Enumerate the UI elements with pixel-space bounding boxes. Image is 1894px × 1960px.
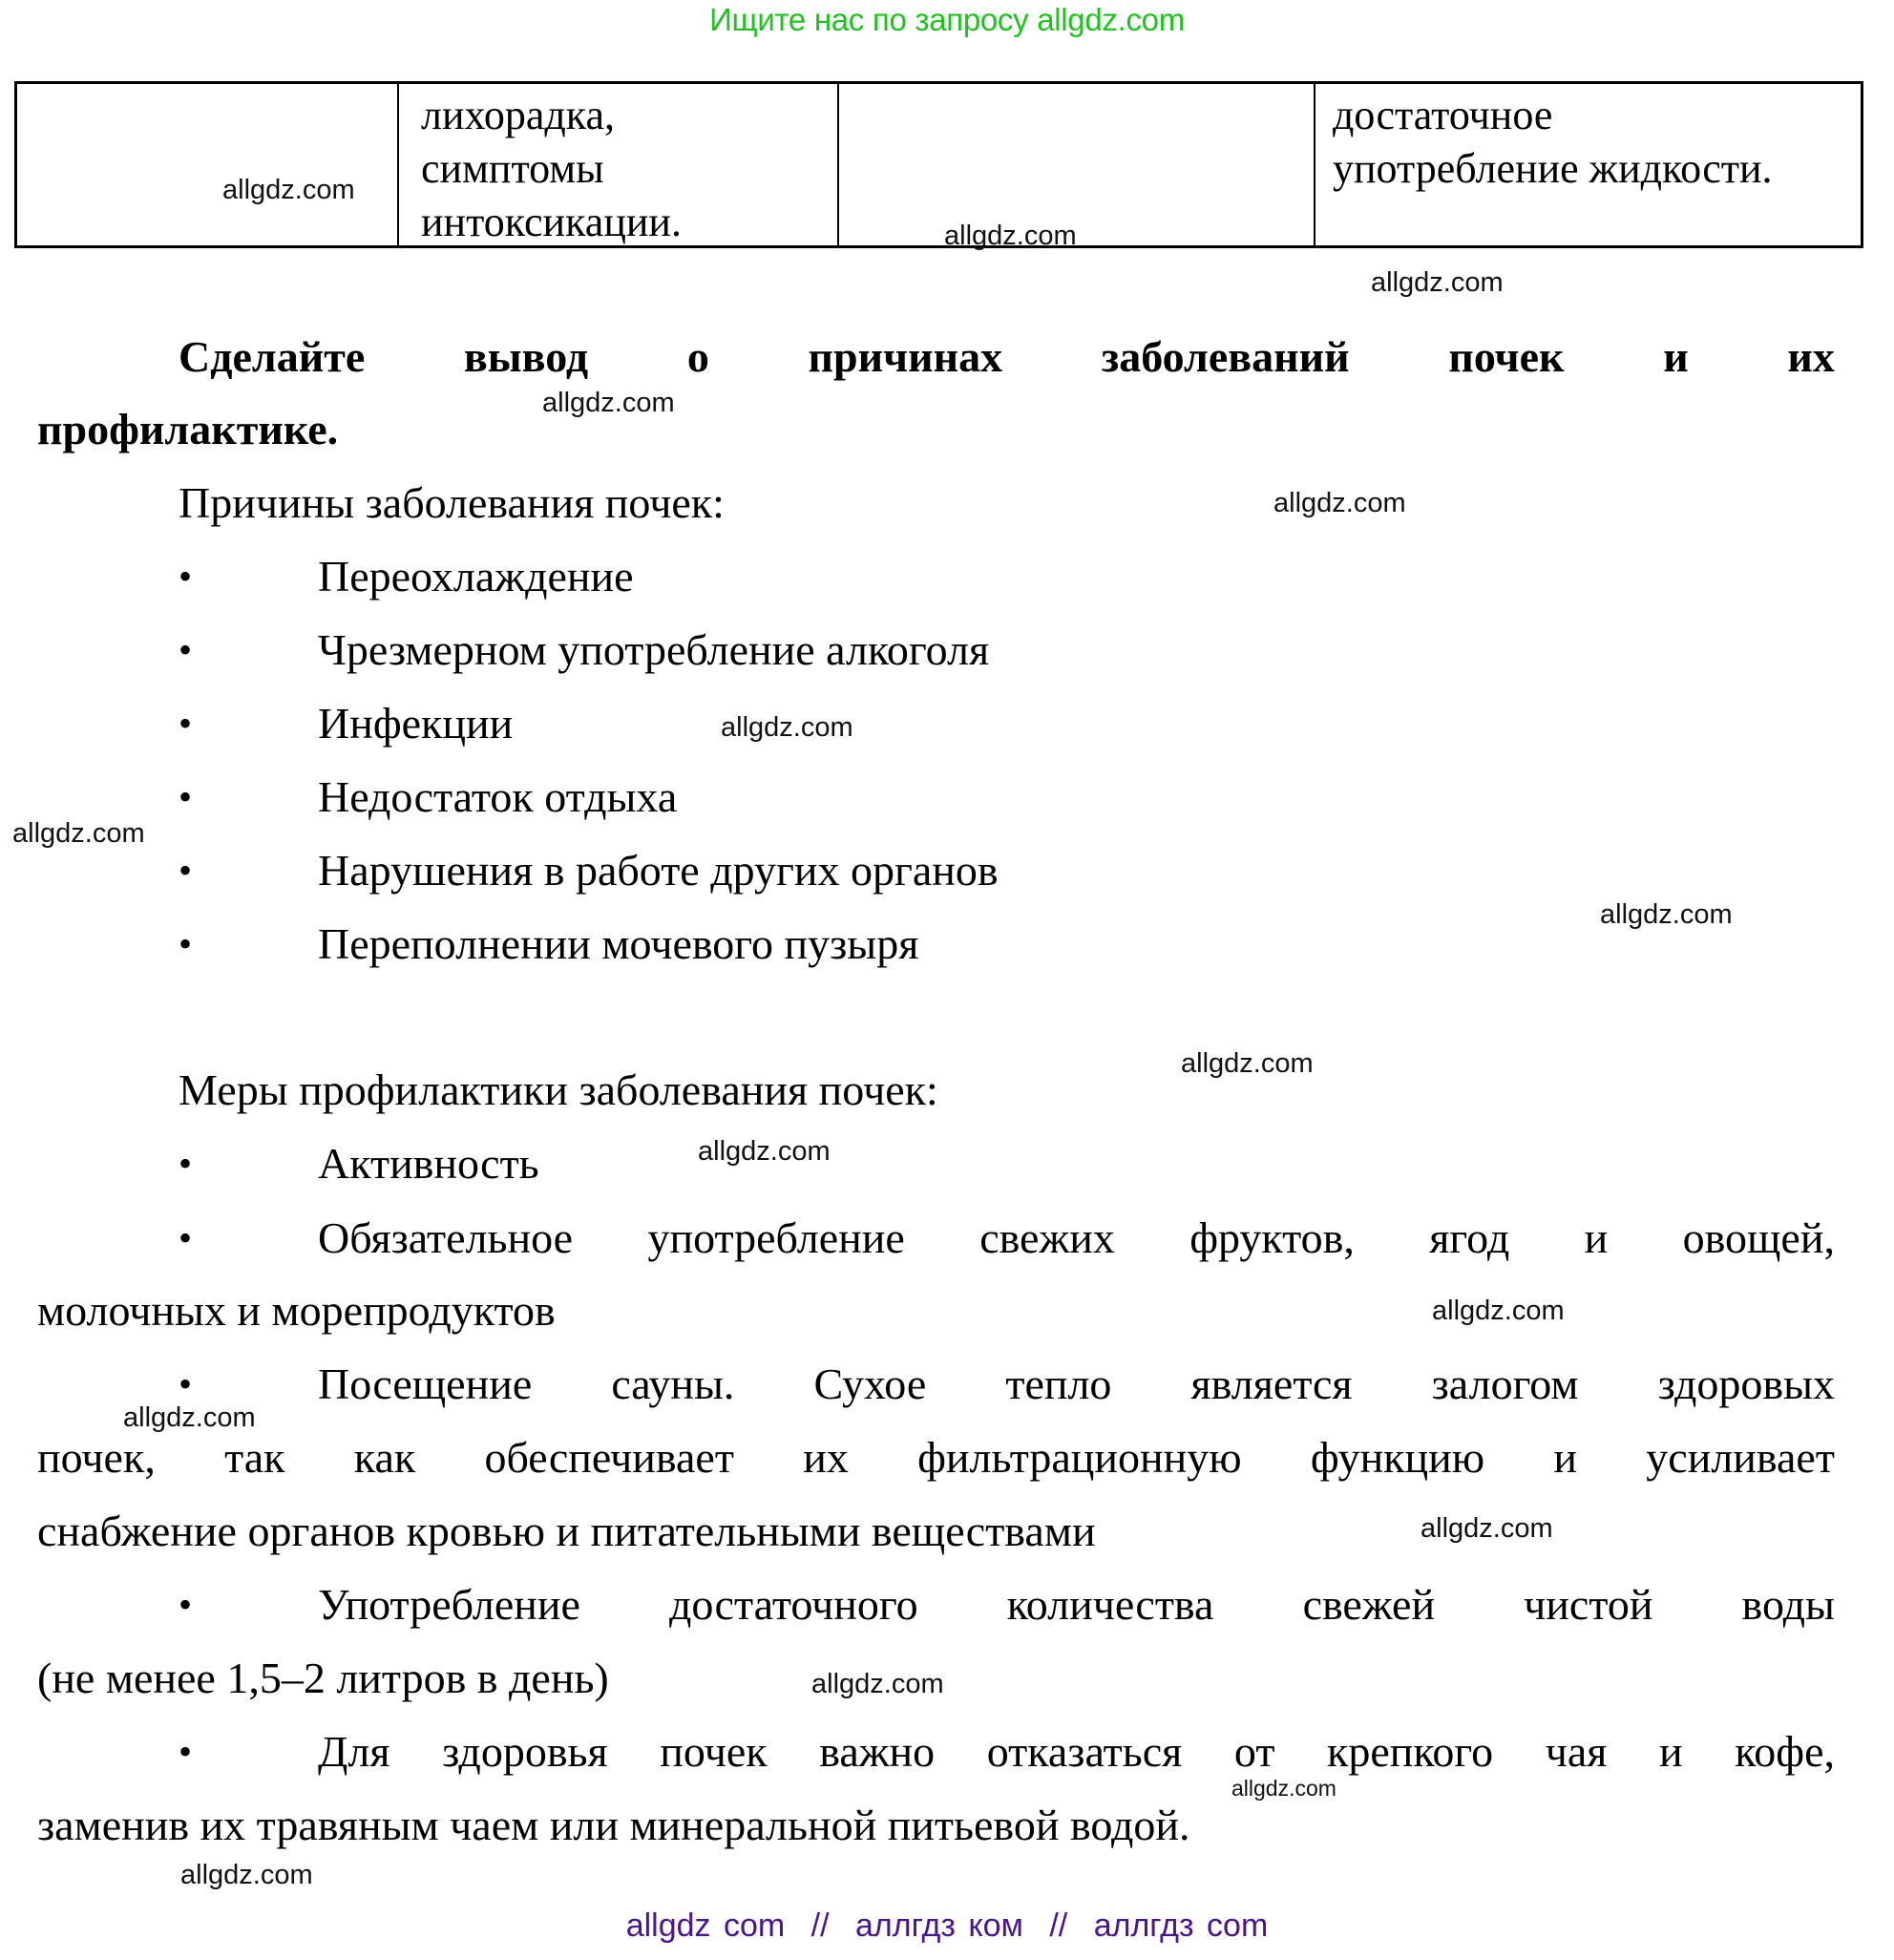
- word: тепло: [1005, 1359, 1112, 1408]
- bullet-icon: •: [179, 1730, 193, 1773]
- bullet-icon: •: [179, 1216, 193, 1259]
- bullet-icon: •: [179, 849, 193, 892]
- prevention-item-line: (не менее 1,5–2 литров в день): [37, 1654, 609, 1702]
- watermark: allgdz.com: [1371, 267, 1504, 298]
- word: употребление: [647, 1213, 905, 1262]
- word: Посещение: [318, 1359, 533, 1408]
- watermark: allgdz.com: [811, 1669, 944, 1699]
- prevention-item: Активность: [318, 1139, 539, 1188]
- word: и: [1584, 1213, 1609, 1262]
- word: почек,: [37, 1433, 156, 1482]
- heading-word: почек: [1448, 332, 1565, 381]
- bullet-icon: •: [179, 1583, 193, 1626]
- word: их: [803, 1433, 849, 1482]
- footer-separator: //: [810, 1907, 830, 1944]
- causes-title: Причины заболевания почек:: [179, 478, 725, 527]
- watermark: allgdz.com: [1273, 488, 1406, 518]
- search-banner[interactable]: Ищите нас по запросу allgdz.com: [709, 2, 1185, 37]
- table-cell-line: лихорадка,: [421, 92, 615, 138]
- prevention-item-line: заменив их травяным чаем или минеральной питьевой водой.: [37, 1801, 1190, 1849]
- word: фильтрационную: [917, 1433, 1242, 1482]
- watermark: allgdz.com: [123, 1402, 256, 1433]
- word: здоровых: [1657, 1359, 1835, 1408]
- cause-item: Переохлаждение: [318, 552, 634, 601]
- cause-item: Переполнении мочевого пузыря: [318, 919, 919, 968]
- watermark: allgdz.com: [1181, 1048, 1314, 1079]
- watermark: allgdz.com: [1432, 1296, 1565, 1326]
- prevention-item-line: [37, 1431, 1835, 1485]
- table-divider: [1314, 84, 1315, 245]
- table-divider: [837, 84, 839, 245]
- heading-word: вывод: [463, 332, 589, 381]
- word: как: [353, 1433, 416, 1482]
- task-heading-line1: [179, 330, 1835, 384]
- footer-link[interactable]: аллгдз com: [1093, 1907, 1269, 1944]
- word: свежих: [979, 1213, 1115, 1262]
- cause-item: Нарушения в работе других органов: [318, 846, 999, 895]
- word: ягод: [1429, 1213, 1510, 1262]
- prevention-item-line: [318, 1358, 1835, 1411]
- word: обеспечивает: [484, 1433, 734, 1482]
- prevention-item-line: снабжение органов кровью и питательными веществами: [37, 1507, 1096, 1555]
- bullet-icon: •: [179, 1362, 193, 1405]
- footer-separator: //: [1049, 1907, 1068, 1944]
- heading-word: их: [1787, 332, 1835, 381]
- word: овощей,: [1682, 1213, 1835, 1262]
- watermark: allgdz.com: [721, 712, 853, 743]
- watermark: allgdz.com: [222, 175, 355, 205]
- cause-item: Инфекции: [318, 699, 514, 748]
- prevention-item-line: [318, 1212, 1835, 1265]
- bullet-icon: •: [179, 775, 193, 818]
- word: воды: [1741, 1580, 1835, 1629]
- prevention-item-line: молочных и морепродуктов: [37, 1286, 556, 1335]
- watermark: allgdz.com: [1600, 899, 1733, 930]
- heading-word: и: [1663, 332, 1689, 381]
- word: фруктов,: [1189, 1213, 1355, 1262]
- word: является: [1190, 1359, 1353, 1408]
- watermark: allgdz.com: [1231, 1776, 1336, 1801]
- cause-item: Чрезмерном употребление алкоголя: [318, 625, 990, 674]
- prevention-item-line: Для здоровья почек важно отказаться от крепкого чая и кофе,: [318, 1727, 1835, 1776]
- word: Употребление: [318, 1580, 580, 1629]
- watermark: allgdz.com: [944, 221, 1077, 251]
- watermark: allgdz.com: [542, 388, 675, 418]
- watermark: allgdz.com: [698, 1136, 831, 1167]
- prevention-title: Меры профилактики заболевания почек:: [179, 1065, 938, 1114]
- task-heading-line2: профилактике.: [37, 405, 339, 453]
- word: Сухое: [813, 1359, 927, 1408]
- footer-link[interactable]: аллгдз ком: [855, 1907, 1023, 1944]
- table-cell-line: интоксикации.: [421, 199, 682, 245]
- bullet-icon: •: [179, 555, 193, 598]
- cause-item: Недостаток отдыха: [318, 772, 678, 821]
- heading-word: о: [686, 332, 709, 381]
- word: чистой: [1524, 1580, 1653, 1629]
- watermark: allgdz.com: [1420, 1513, 1553, 1544]
- watermark: allgdz.com: [180, 1860, 313, 1890]
- word: количества: [1006, 1580, 1214, 1629]
- word: усиливает: [1646, 1433, 1835, 1482]
- table-divider: [397, 84, 399, 245]
- table-cell-line: достаточное: [1333, 92, 1553, 138]
- footer-links: [0, 1907, 1894, 1945]
- bullet-icon: •: [179, 702, 193, 745]
- table-cell-line: симптомы: [421, 145, 604, 192]
- word: свежей: [1302, 1580, 1436, 1629]
- word: залогом: [1431, 1359, 1579, 1408]
- heading-word: Сделайте: [179, 332, 366, 381]
- word: функцию: [1310, 1433, 1485, 1482]
- table-cell-symptoms: [421, 89, 682, 249]
- word: так: [224, 1433, 285, 1482]
- watermark: allgdz.com: [12, 818, 145, 849]
- footer-link[interactable]: allgdz com: [625, 1907, 786, 1944]
- bullet-icon: •: [179, 1142, 193, 1185]
- word: и: [1553, 1433, 1578, 1482]
- table-cell-line: употребление жидкости.: [1333, 145, 1773, 192]
- word: достаточного: [669, 1580, 918, 1629]
- bullet-icon: •: [179, 922, 193, 965]
- word: сауны.: [611, 1359, 735, 1408]
- word: Обязательное: [318, 1213, 574, 1262]
- heading-word: заболеваний: [1101, 332, 1350, 381]
- bullet-icon: •: [179, 628, 193, 671]
- table-cell-prevention: [1333, 89, 1773, 196]
- heading-word: причинах: [808, 332, 1003, 381]
- prevention-item-line: [318, 1578, 1835, 1632]
